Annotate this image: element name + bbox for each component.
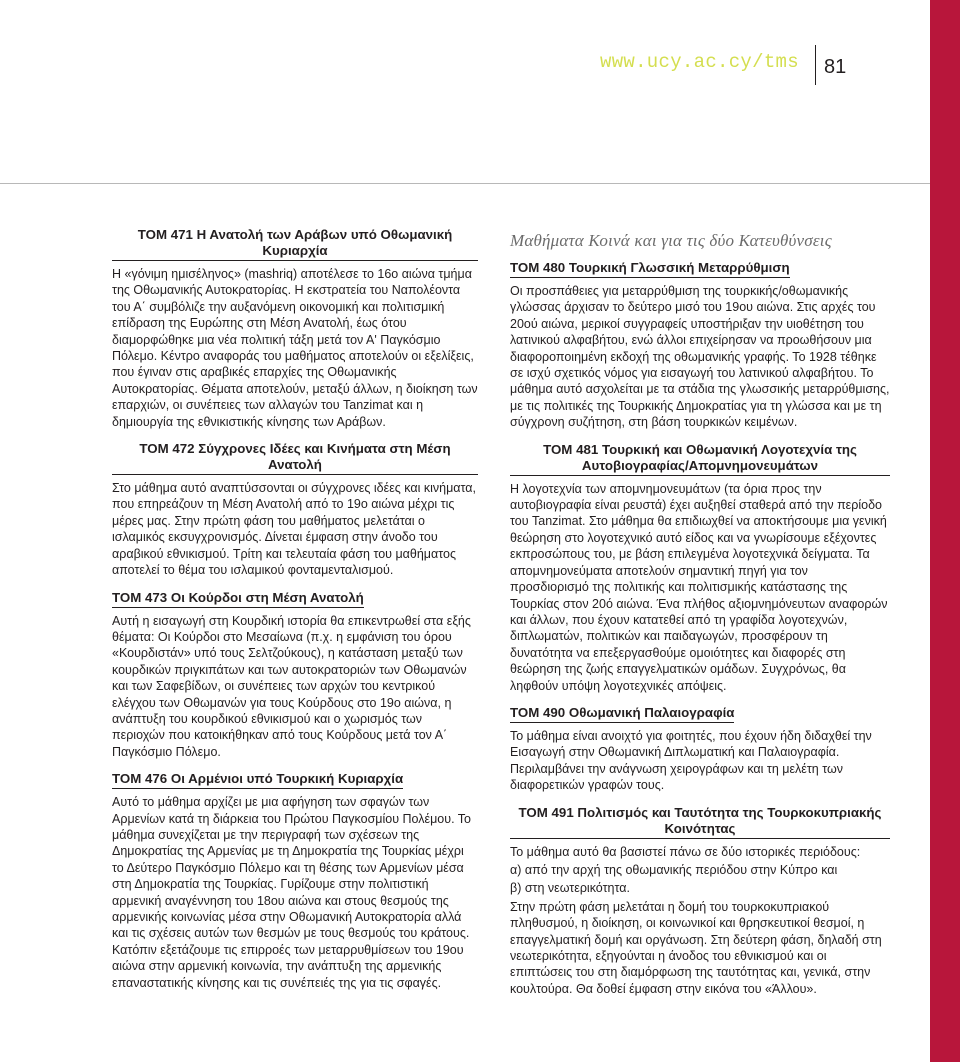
course-description: Αυτό το μάθημα αρχίζει με μια αφήγηση των σφαγών των Αρμενίων κατά τη διάρκεια του Πρώτου Παγκοσμίου Πολέμου. Το μάθημα συνεχίζεται με την περιγραφή των σχέσεων της Δημοκρατίας της Αρμενίας με τη Δημοκρατία της Τουρκίας μέχρι το Δεύτερο Παγκόσμιο Πόλεμο και τη θέσης των Αρμενίων μέσα στη Δημοκρατία της Τουρκίας. Γυρίζουμε στην πολιτιστική αρμενική αναγέννηση του 18ου αιώνα και στους θεσμούς της αρμενικής κοινωνίας μέσα στην Οθωμανική Αυτοκρατορία αλλά και τις σχέσεις αυτών των θεσμών με τους θεσμούς του κράτους. Κατόπιν εξετάζουμε τις επιρροές των μεταρρυθμίσεων του 19ου αιώνα στην αρμενική κοινωνία, την ανάπτυξη της αρμενικής επαναστατικής κίνησης και τις συνέπειές της για τις σφαγές. [112,795,472,990]
left-column [112,227,478,1002]
course-description: Στο μάθημα αυτό αναπτύσσονται οι σύγχρονες ιδέες και κινήματα, που επηρεάζουν τη Μέση Ανατολή από το 19ο αιώνα μέχρι τις μέρες μας. Στην πρώτη φάση του μαθήματος μελετάται ο ισλαμικός εκσυγχρονισμός. Δίνεται έμφαση στην άνοδο του αραβικού εθνικισμού. Τρίτη και τελευταία φάση του μαθήματος αποτελεί το θέμα του ισλαμικού φονταμενταλισμού. [112,481,476,578]
course-description: Στην πρώτη φάση μελετάται η δομή του τουρκοκυπριακού πληθυσμού, η διοίκηση, οι κοινωνικοί και θρησκευτικοί θεσμοί, η επαγγελματική δομή και οργάνωση. Στη δεύτερη φάση, δηλαδή στη νεωτερικότητα, εξηγούνται η άνοδος του εθνικισμού και οι επιπτώσεις του στη διαμόρφωση της ταυτότητας και, γενικά, στην κουλτούρα. Θα δοθεί έμφαση στην εικόνα του «Άλλου». [510,899,882,996]
page-number: 81 [824,56,847,78]
course-tom-476 [112,771,478,991]
course-description-item: β) στη νεωτερικότητα. [510,881,630,896]
course-tom-472 [112,441,478,578]
course-description: Το μάθημα είναι ανοιχτό για φοιτητές, που έχουν ήδη διδαχθεί την Εισαγωγή στην Οθωμανική Διπλωματική και Παλαιογραφία. Περιλαμβάνει την ανάγνωση χειρογράφων και τη μελέτη των διαφορετικών γραφών τους. [510,728,872,793]
course-title: ΤΟΜ 472 Σύγχρονες Ιδέες και Κινήματα στη Μέση Ανατολή [112,441,478,475]
course-title: ΤΟΜ 476 Οι Αρμένιοι υπό Τουρκική Κυριαρχία [112,771,478,789]
course-title: ΤΟΜ 490 Οθωμανική Παλαιογραφία [510,705,890,723]
course-title: ΤΟΜ 473 Οι Κούρδοι στη Μέση Ανατολή [112,590,478,608]
course-description: Αυτή η εισαγωγή στη Κουρδική ιστορία θα επικεντρωθεί στα εξής θέματα: Οι Κούρδοι στο Μεσαίωνα (π.χ. η εμφάνιση του όρου «Κουρδιστάν» υπό τους Σελτζούκους), η κατάσταση μεταξύ των κουρδικών πριγκιπάτων και των αυτοκρατοριών των Οθωμανών και των Σαφεβίδων, οι συνέπειες των αρχών του κεντρικού ελέγχου των Οθωμανών για τους Κούρδους στο 19ο αιώνα, η ανάπτυξη του κουρδικού εθνικισμού και ο χωρισμός των περιοχών που κατοικήθηκαν από τους Κούρδους μετά τον Α΄ Παγκόσμιο Πόλεμο. [112,613,471,759]
course-description: Το μάθημα αυτό θα βασιστεί πάνω σε δύο ιστορικές περιόδους: [510,844,861,859]
right-column [510,227,890,1008]
course-tom-491 [510,805,890,998]
course-title: ΤΟΜ 471 Η Ανατολή των Αράβων υπό Οθωμανική Κυριαρχία [112,227,478,261]
course-title: ΤΟΜ 481 Τουρκική και Οθωμανική Λογοτεχνία της Αυτοβιογραφίας/Απομνημονευμάτων [510,442,890,476]
course-tom-480 [510,260,890,431]
page-edge-color-bar [930,0,960,1062]
course-tom-473 [112,590,478,761]
course-description: Η «γόνιμη ημισέληνος» (mashriq) αποτέλεσε το 16ο αιώνα τμήμα της Οθωμανικής Αυτοκρατορίας. Η εκστρατεία του Ναπολέοντα του Α΄ συμβόλιζε την αυξανόμενη οικονομική και πολιτισμική επίδραση της Ευρώπης στη Μέση Ανατολή, έως ότου διαμορφώθηκε μια νέα πολιτική τάξη μετά τον Α' Παγκόσμιο Πόλεμο. Κέντρο αναφοράς του μαθήματος αποτελούν οι εξελίξεις, που έγιναν στις αραβικές επαρχίες της Οθωμανικής Αυτοκρατορίας. Θέματα αποτελούν, μεταξύ άλλων, η διοίκηση των επαρχιών, οι συνέπειες των αλλαγών του Tanzimat και η δημιουργία της εθνικιστικής κίνησης των Αράβων. [112,267,478,429]
course-tom-471 [112,227,478,430]
course-tom-490 [510,705,890,794]
header-divider [0,183,930,184]
header-url: www.ucy.ac.cy/tms [600,51,799,73]
course-title: ΤΟΜ 491 Πολιτισμός και Ταυτότητα της Τουρκοκυπριακής Κοινότητας [510,805,890,839]
course-description: Οι προσπάθειες για μεταρρύθμιση της τουρκικής/οθωμανικής γλώσσας άρχισαν το δεύτερο μισό του 19ου αιώνα. Στις αρχές του 20ού αιώνα, μερικοί συγγραφείς υποστήριξαν την υιοθέτηση του λατινικού αλφαβήτου, ενώ άλλοι επιχείρησαν να προωθήσουν μια διαφοροποιημένη εκδοχή της οθωμανικής γραφής. Το 1928 τέθηκε σε ισχύ σχετικός νόμος για εισαγωγή του λατινικού αλφαβήτου. Το μάθημα αυτό ασχολείται με τα στάδια της γλωσσικής μεταρρύθμισης, με τις πολιτικές της Τουρκικής Δημοκρατίας για τη γλώσσα και με τη σύγχρονη συζήτηση, στη βάση τουρκικών κειμένων. [510,284,890,430]
section-heading: Μαθήματα Κοινά και για τις δύο Κατευθύνσεις [510,231,832,250]
course-tom-481 [510,442,890,694]
page-number-divider [815,45,816,85]
course-description: Η λογοτεχνία των απομνημονευμάτων (τα όρια προς την αυτοβιογραφία είναι ρευστά) έχει αυξηθεί σταθερά από την περίοδο του Tanzimat. Στο μάθημα θα επιδιωχθεί να αποκτήσουμε μια γενική θεώρηση στο λογοτεχνικό αυτό είδος και να γνωρίσουμε εξέχοντες εκπροσώπους του, με βάση επιλεγμένα λογοτεχνικά δείγματα. Τα απομνημονεύματα αποτελούν σημαντική πηγή για τον προσδιορισμό της πολιτικής και πολιτισμικής κατάστασης της Τουρκίας στον 20ό αιώνα. Ένα πλήθος αξιομνημόνευτων αναφορών και άλλων, που έχουν κατατεθεί από τη γραφίδα λογοτεχνών, διπλωματών, πολιτικών και παιδαγωγών, προσφέρουν τη δυνατότητα να επεξεργασθούμε ομοιότητες και διαφορές στη θεώρηση της ζωής επαγγελματικών ομάδων. Συγχρόνως, θα ληφθούν υπόψη λογοτεχνικές απόψεις. [510,481,888,693]
course-description-item: α) από την αρχή της οθωμανικής περιόδου στην Κύπρο και [510,862,838,877]
course-title: ΤΟΜ 480 Τουρκική Γλωσσική Μεταρρύθμιση [510,260,890,278]
